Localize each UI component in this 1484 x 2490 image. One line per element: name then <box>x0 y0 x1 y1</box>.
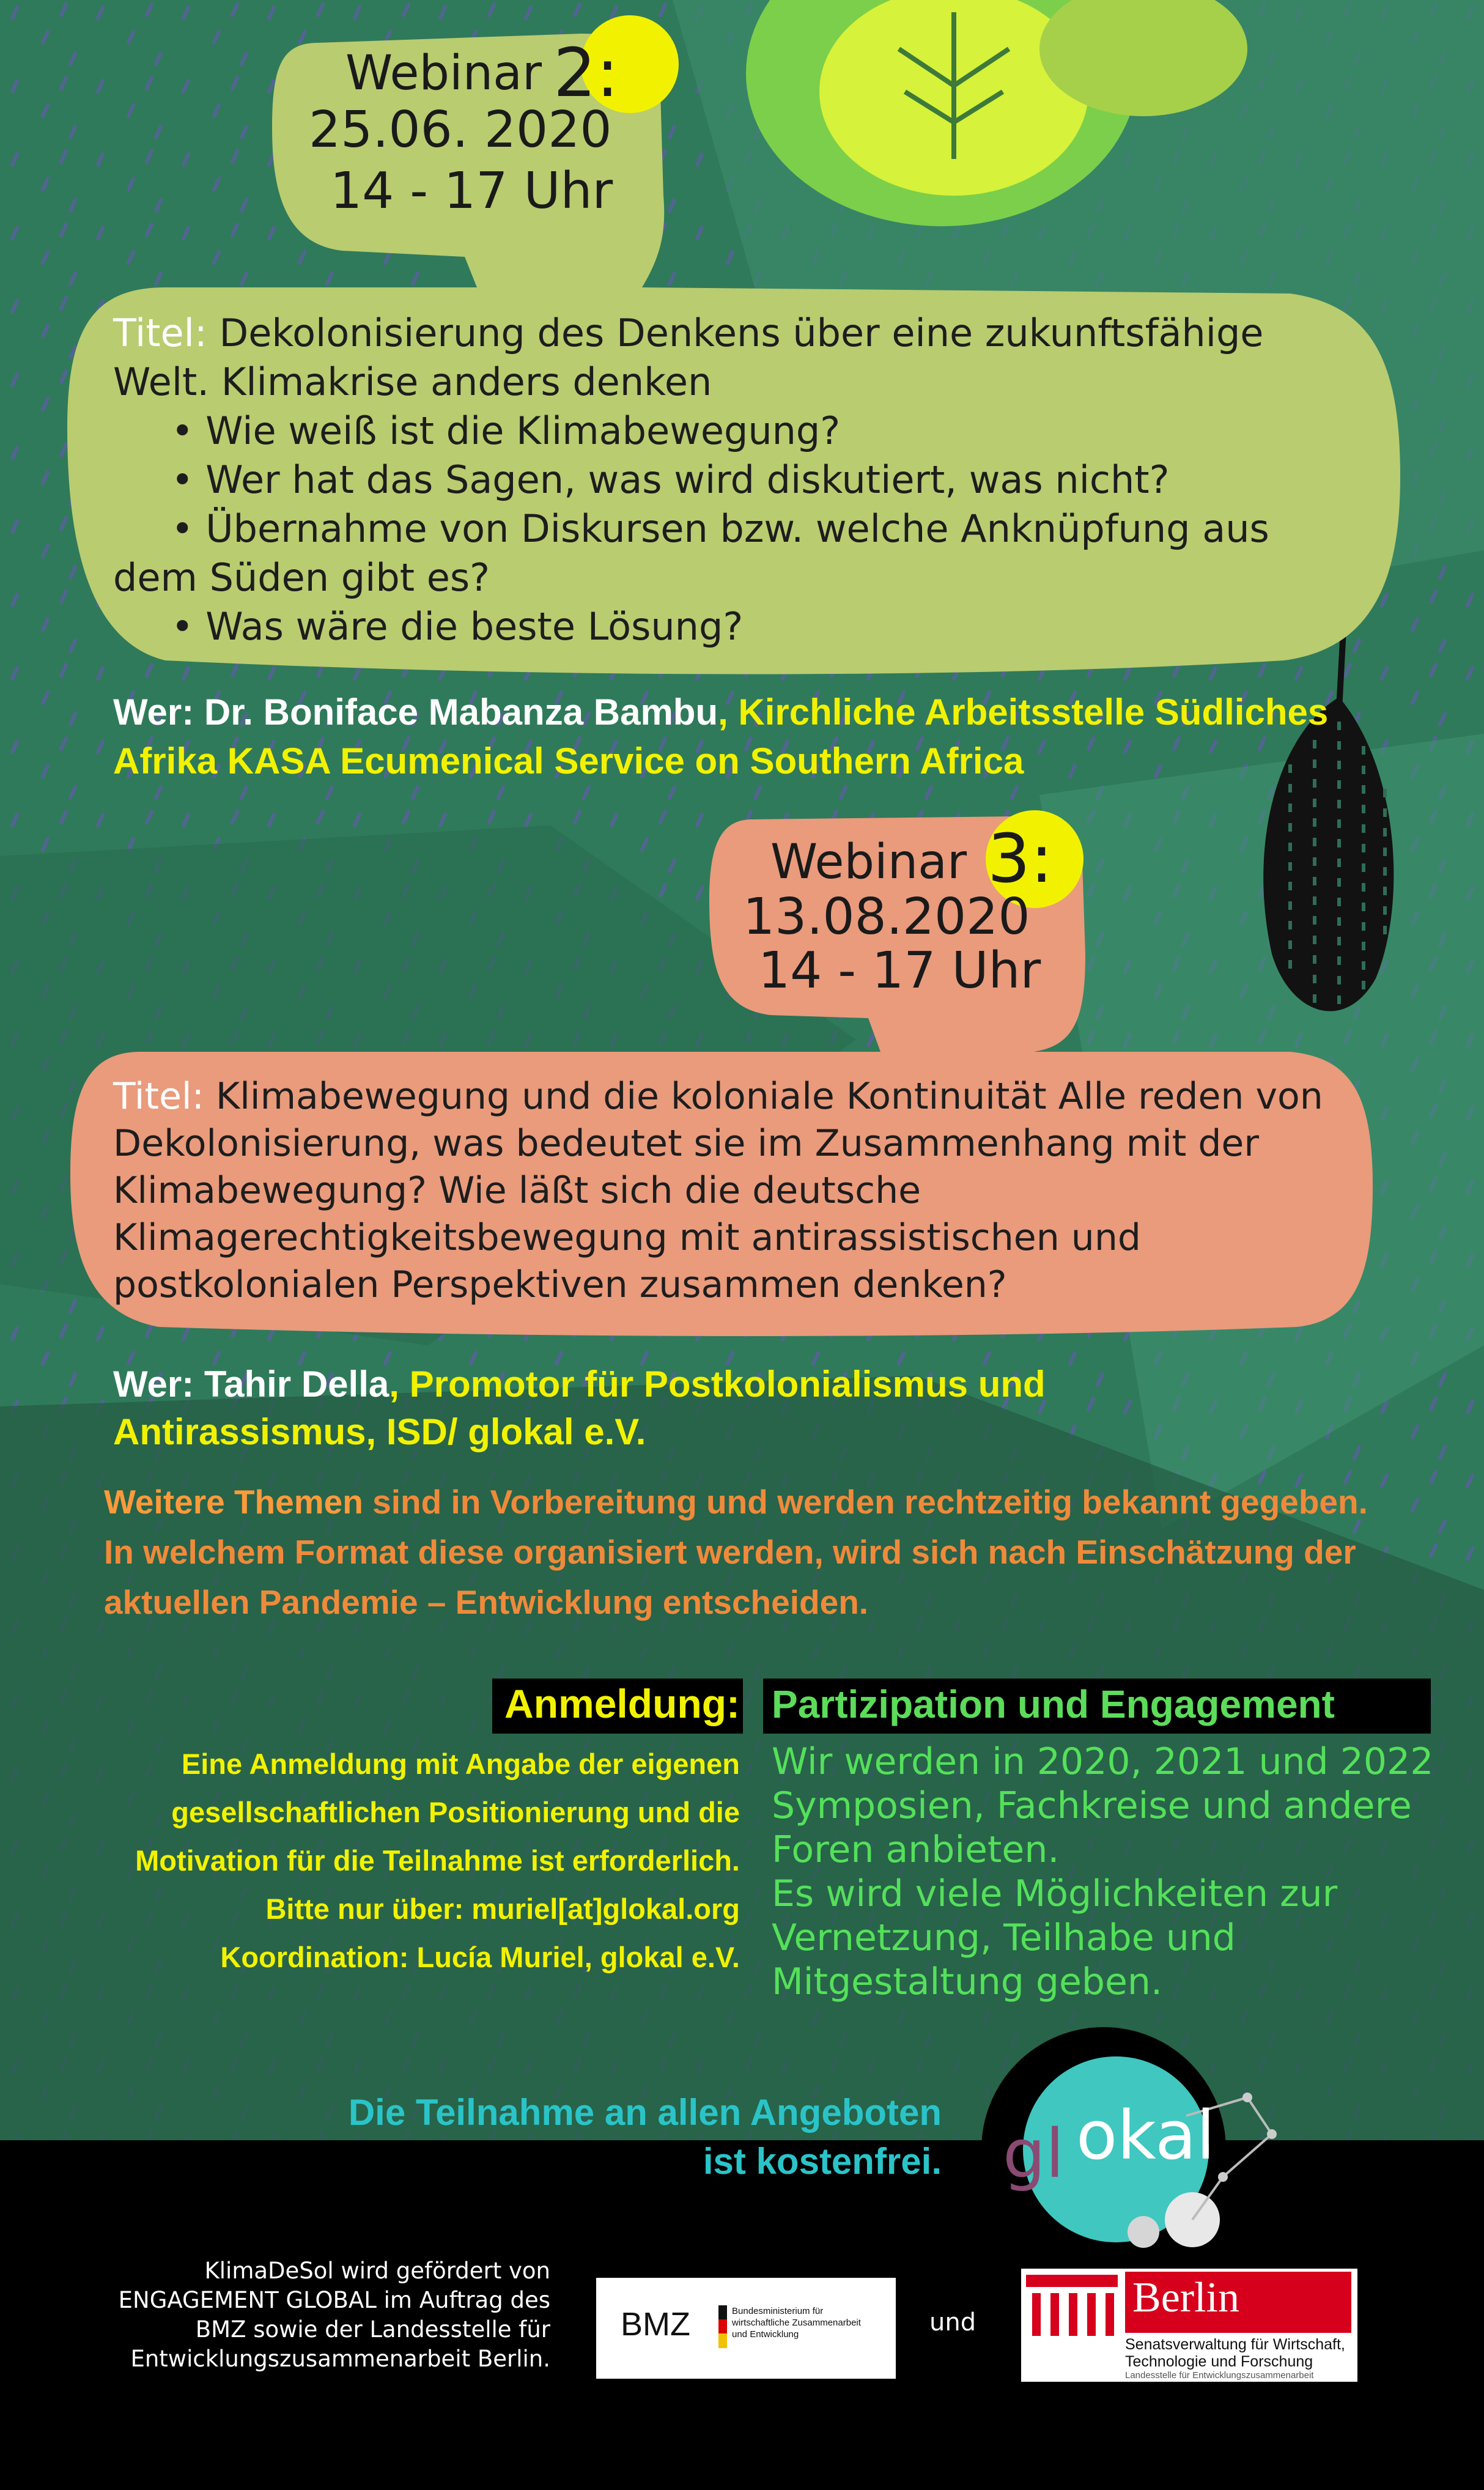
brandenburg-gate-icon <box>1026 2275 1118 2336</box>
registration-line: Motivation für die Teilnahme ist erforderlich. <box>135 1844 740 1877</box>
webinar2-date: 25.06. 2020 <box>309 101 612 159</box>
participation-line: Vernetzung, Teilhabe und <box>772 1916 1236 1959</box>
funding-line: BMZ sowie der Landesstelle für <box>195 2316 550 2343</box>
more-topics-lead: Weitere Themen <box>104 1483 363 1521</box>
list-item: • Übernahme von Diskursen bzw. welche Anknüpfung aus dem Süden gibt es? <box>113 506 1269 600</box>
free-line-1: Die Teilnahme an allen Angeboten <box>348 2092 942 2133</box>
registration-line: Eine Anmeldung mit Angabe der eigenen <box>181 1748 740 1780</box>
bmz-abbr: BMZ <box>621 2306 690 2343</box>
webinar2-label: Webinar <box>345 46 542 101</box>
webinar3-description <box>113 1073 1342 1309</box>
and-text: und <box>929 2308 976 2337</box>
webinar3-number: 3: <box>987 819 1054 898</box>
participation-line: Wir werden in 2020, 2021 und 2022 <box>772 1740 1434 1783</box>
german-flag-icon <box>718 2305 727 2348</box>
webinar3-date: 13.08.2020 <box>743 888 1030 946</box>
funding-line: KlimaDeSol wird gefördert von <box>204 2258 550 2284</box>
participation-heading: Partizipation und Engagement <box>772 1682 1335 1726</box>
berlin-logo <box>1021 2269 1357 2382</box>
funding-line: Entwicklungszusammenarbeit Berlin. <box>130 2346 550 2372</box>
bmz-name: Bundesministerium für wirtschaftliche Zusammenarbeit und Entwicklung <box>732 2306 861 2340</box>
webinar3-label: Webinar <box>770 835 967 890</box>
webinar2-speaker-org: , Kirchliche Arbeitsstelle Südliches Afrika KASA Ecumenical Service on Southern Africa <box>113 692 1329 781</box>
registration-line: gesellschaftlichen Positionierung und die <box>171 1796 740 1828</box>
webinar3-speaker <box>113 1361 1183 1456</box>
participation-line: Foren anbieten. <box>772 1828 1060 1871</box>
participation-line: Symposien, Fachkreise und andere <box>772 1784 1412 1827</box>
webinar2-speaker <box>113 688 1367 786</box>
funding-line: ENGAGEMENT GLOBAL im Auftrag des <box>118 2287 550 2313</box>
webinar2-title-text: Dekolonisierung des Denkens über eine zukunftsfähige Welt. Klimakrise anders denken <box>113 311 1264 404</box>
webinar2-title-label: Titel: <box>113 311 207 355</box>
webinar3-title-label: Titel: <box>113 1075 204 1118</box>
berlin-department: Senatsverwaltung für Wirtschaft, Technologie und Forschung Landesstelle für Entwicklungszusammenarbeit <box>1125 2336 1345 2381</box>
webinar3-title-text: Klimabewegung und die koloniale Kontinuität Alle reden von Dekolonisierung, was bedeutet sie im Zusammenhang mit der Klimabewegung? Wie läßt sich die deutsche Klimagerechtigkeitsbewegung mit antirassistischen und postkolonialen Perspektiven zusammen denken? <box>113 1075 1323 1306</box>
more-topics-text <box>104 1477 1406 1627</box>
glokal-logo-gl: gl <box>1003 2115 1065 2193</box>
registration-line: Koordination: Lucía Muriel, glokal e.V. <box>220 1941 740 1973</box>
webinar2-time: 14 - 17 Uhr <box>330 162 613 220</box>
glokal-logo-okal: okal <box>1076 2096 1216 2174</box>
berlin-name: Berlin <box>1132 2274 1239 2321</box>
webinar3-speaker-name: Wer: Tahir Della <box>113 1364 389 1405</box>
free-line-2: ist kostenfrei. <box>703 2141 942 2182</box>
registration-heading: Anmeldung: <box>504 1681 740 1726</box>
webinar2-number: 2: <box>553 34 619 112</box>
registration-text <box>55 1740 740 1981</box>
webinar3-speaker-org: , Promotor für Postkolonialismus und Antirassismus, ISD/ glokal e.V. <box>113 1364 1046 1452</box>
webinar3-time: 14 - 17 Uhr <box>758 942 1041 1000</box>
bmz-logo <box>596 2278 896 2379</box>
webinar2-description <box>113 309 1330 651</box>
list-item: • Was wäre die beste Lösung? <box>171 604 744 649</box>
participation-text <box>772 1740 1444 2004</box>
free-participation-text <box>110 2088 942 2186</box>
glokal-logo <box>960 2024 1290 2299</box>
webinar2-speaker-name: Wer: Dr. Boniface Mabanza Bambu <box>113 692 718 733</box>
participation-line: Es wird viele Möglichkeiten zur <box>772 1872 1338 1915</box>
more-topics-body: sind in Vorbereitung und werden rechtzeitig bekannt gegeben. In welchem Format diese organisiert werden, wird sich nach Einschätzung der aktuellen Pandemie – Entwicklung entscheiden. <box>104 1483 1368 1621</box>
registration-email: Bitte nur über: muriel[at]glokal.org <box>265 1893 740 1925</box>
list-item: • Wie weiß ist die Klimabewegung? <box>171 408 841 453</box>
list-item: • Wer hat das Sagen, was wird diskutiert, was nicht? <box>171 457 1170 502</box>
participation-line: Mitgestaltung geben. <box>772 1960 1163 2003</box>
funding-text <box>79 2256 550 2374</box>
